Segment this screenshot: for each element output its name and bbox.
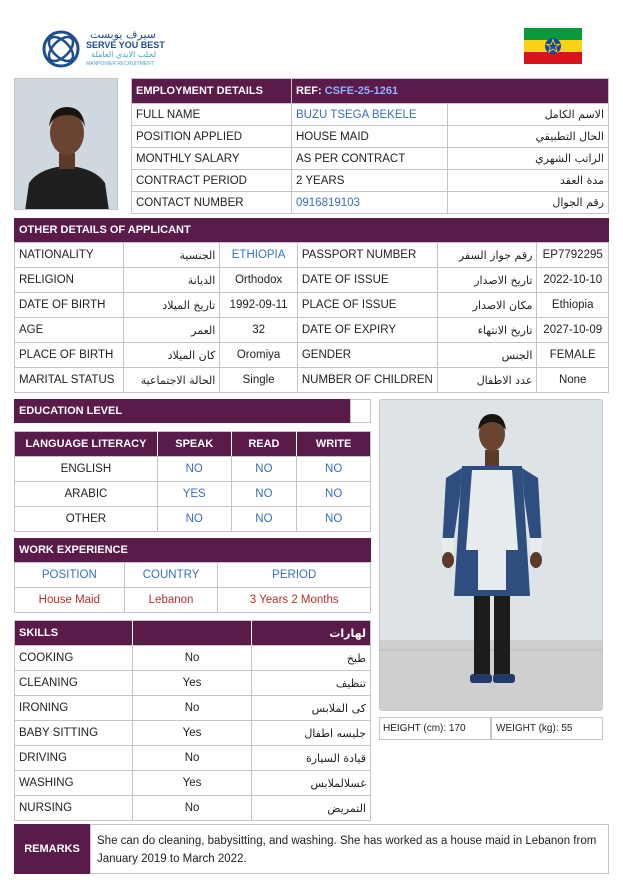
field-label: MONTHLY SALARY <box>132 148 292 170</box>
skill-row <box>15 771 371 796</box>
skill-value: No <box>132 796 251 821</box>
speak-col-header: SPEAK <box>157 432 231 457</box>
skills-header-blank <box>132 621 251 646</box>
company-logo <box>42 28 165 70</box>
detail-label-ar: تاريخ الاصدار <box>437 268 537 293</box>
skill-row <box>15 646 371 671</box>
other-details-table <box>14 242 609 393</box>
ref-label: REF: <box>296 85 322 97</box>
detail-value: ETHIOPIA <box>220 243 298 268</box>
height-value: HEIGHT (cm): 170 <box>383 723 466 734</box>
language-table <box>14 431 371 532</box>
other-details-row <box>15 243 609 268</box>
field-label: POSITION APPLIED <box>132 126 292 148</box>
language-row <box>15 507 371 532</box>
detail-value: None <box>537 368 609 393</box>
employment-row <box>132 192 609 214</box>
skill-label-ar: قيادة السيارة <box>252 746 371 771</box>
detail-label: MARITAL STATUS <box>15 368 124 393</box>
field-label-ar: مدة العقد <box>448 170 609 192</box>
skill-value: No <box>132 746 251 771</box>
logo-name: SERVE YOU BEST <box>86 40 165 50</box>
skill-label-ar: غسلالملابس <box>252 771 371 796</box>
detail-value: 2027-10-09 <box>537 318 609 343</box>
employment-row <box>132 126 609 148</box>
remarks-label <box>14 824 90 874</box>
field-label-ar: الحال التطبيقي <box>448 126 609 148</box>
employment-row <box>132 170 609 192</box>
language-name: OTHER <box>15 507 158 532</box>
skill-value: No <box>132 646 251 671</box>
language-row <box>15 482 371 507</box>
work-period-header: PERIOD <box>218 563 371 588</box>
field-label: CONTRACT PERIOD <box>132 170 292 192</box>
skill-row <box>15 721 371 746</box>
detail-label-ar: تاريخ الميلاد <box>124 293 220 318</box>
applicant-passport-photo <box>14 78 118 210</box>
remarks-label-text: REMARKS <box>24 843 80 855</box>
employment-row <box>132 148 609 170</box>
speak-value: NO <box>157 507 231 532</box>
detail-label-ar: تاريخ الانتهاء <box>437 318 537 343</box>
write-value: NO <box>297 457 371 482</box>
detail-label-ar: كان الميلاد <box>124 343 220 368</box>
detail-label: PLACE OF BIRTH <box>15 343 124 368</box>
work-position-value: House Maid <box>15 588 125 613</box>
language-name: ENGLISH <box>15 457 158 482</box>
height-cell <box>379 717 491 740</box>
work-country-header: COUNTRY <box>124 563 218 588</box>
detail-label-ar: العمر <box>124 318 220 343</box>
other-details-row <box>15 268 609 293</box>
skills-table <box>14 620 371 821</box>
monthly-salary-value: AS PER CONTRACT <box>292 148 448 170</box>
detail-label-ar: رقم جواز السفر <box>437 243 537 268</box>
skill-label-ar: طبخ <box>252 646 371 671</box>
detail-label: RELIGION <box>15 268 124 293</box>
language-col-header: LANGUAGE LITERACY <box>15 432 158 457</box>
detail-label: NUMBER OF CHILDREN <box>297 368 437 393</box>
speak-value: NO <box>157 457 231 482</box>
skill-label: NURSING <box>15 796 133 821</box>
ref-cell <box>292 79 609 104</box>
field-label: CONTACT NUMBER <box>132 192 292 214</box>
skill-row <box>15 696 371 721</box>
skill-value: Yes <box>132 671 251 696</box>
skill-label-ar: كى الملابس <box>252 696 371 721</box>
write-value: NO <box>297 507 371 532</box>
work-position-header: POSITION <box>15 563 125 588</box>
detail-label: DATE OF BIRTH <box>15 293 124 318</box>
field-label: FULL NAME <box>132 104 292 126</box>
detail-label-ar: مكان الاصدار <box>437 293 537 318</box>
detail-value: Oromiya <box>220 343 298 368</box>
detail-value: Ethiopia <box>537 293 609 318</box>
skill-label-ar: التمريض <box>252 796 371 821</box>
other-details-row <box>15 318 609 343</box>
employment-header: EMPLOYMENT DETAILS <box>132 79 292 104</box>
ref-value: CSFE-25-1261 <box>324 85 399 97</box>
skills-header-ar: لهارات <box>252 621 371 646</box>
skill-label: CLEANING <box>15 671 133 696</box>
field-label-ar: الاسم الكامل <box>448 104 609 126</box>
detail-label-ar: الحالة الاجتماعية <box>124 368 220 393</box>
detail-label-ar: الجنس <box>437 343 537 368</box>
other-details-row <box>15 368 609 393</box>
work-experience-row <box>15 588 371 613</box>
detail-value: Single <box>220 368 298 393</box>
detail-value: FEMALE <box>537 343 609 368</box>
work-experience-table <box>14 562 371 613</box>
skill-label: WASHING <box>15 771 133 796</box>
detail-label: PASSPORT NUMBER <box>297 243 437 268</box>
other-details-header: OTHER DETAILS OF APPLICANT <box>14 218 609 242</box>
language-name: ARABIC <box>15 482 158 507</box>
skill-label: DRIVING <box>15 746 133 771</box>
skill-value: Yes <box>132 771 251 796</box>
skill-label: IRONING <box>15 696 133 721</box>
detail-label: GENDER <box>297 343 437 368</box>
weight-cell <box>491 717 603 740</box>
detail-label: AGE <box>15 318 124 343</box>
skill-label-ar: جليسه اطفال <box>252 721 371 746</box>
skill-label: COOKING <box>15 646 133 671</box>
position-applied-value: HOUSE MAID <box>292 126 448 148</box>
detail-value: 1992-09-11 <box>220 293 298 318</box>
skill-row <box>15 671 371 696</box>
skill-value: Yes <box>132 721 251 746</box>
language-row <box>15 457 371 482</box>
read-value: NO <box>231 507 297 532</box>
contract-period-value: 2 YEARS <box>292 170 448 192</box>
work-experience-header: WORK EXPERIENCE <box>14 538 371 562</box>
education-level-header: EDUCATION LEVEL <box>14 399 350 423</box>
skill-row <box>15 796 371 821</box>
skill-value: No <box>132 696 251 721</box>
detail-value: 32 <box>220 318 298 343</box>
skills-header: SKILLS <box>15 621 133 646</box>
field-label-ar: رقم الجوال <box>448 192 609 214</box>
applicant-full-body-photo <box>379 399 603 711</box>
remarks-text: She can do cleaning, babysitting, and washing. She has worked as a house maid in Lebanon from January 2019 to March 2022. <box>90 824 609 874</box>
detail-value: Orthodox <box>220 268 298 293</box>
employment-details-table <box>131 78 609 214</box>
detail-label: DATE OF EXPIRY <box>297 318 437 343</box>
employment-row <box>132 104 609 126</box>
write-col-header: WRITE <box>297 432 371 457</box>
detail-label-ar: الجنسية <box>124 243 220 268</box>
education-level-value <box>350 399 371 423</box>
contact-number-value: 0916819103 <box>292 192 448 214</box>
field-label-ar: الراتب الشهري <box>448 148 609 170</box>
work-period-value: 3 Years 2 Months <box>218 588 371 613</box>
skill-label: BABY SITTING <box>15 721 133 746</box>
write-value: NO <box>297 482 371 507</box>
detail-value: EP7792295 <box>537 243 609 268</box>
detail-label-ar: الديانة <box>124 268 220 293</box>
detail-label: DATE OF ISSUE <box>297 268 437 293</box>
other-details-row <box>15 343 609 368</box>
detail-label: PLACE OF ISSUE <box>297 293 437 318</box>
skill-label-ar: تنظيف <box>252 671 371 696</box>
logo-arabic-sub: لجلب الايدي العاملة <box>91 50 156 59</box>
speak-value: YES <box>157 482 231 507</box>
logo-sub: MANPOWER RECRUITMENT <box>86 61 154 67</box>
read-value: NO <box>231 482 297 507</box>
read-col-header: READ <box>231 432 297 457</box>
other-details-row <box>15 293 609 318</box>
ethiopia-flag <box>524 28 582 64</box>
detail-value: 2022-10-10 <box>537 268 609 293</box>
logo-emblem-icon <box>42 30 80 68</box>
read-value: NO <box>231 457 297 482</box>
logo-arabic-name: سيرف يوبست <box>90 28 156 41</box>
detail-label-ar: عدد الاطفال <box>437 368 537 393</box>
weight-value: WEIGHT (kg): 55 <box>496 723 573 734</box>
skill-row <box>15 746 371 771</box>
full-name-value: BUZU TSEGA BEKELE <box>292 104 448 126</box>
detail-label: NATIONALITY <box>15 243 124 268</box>
work-country-value: Lebanon <box>124 588 218 613</box>
